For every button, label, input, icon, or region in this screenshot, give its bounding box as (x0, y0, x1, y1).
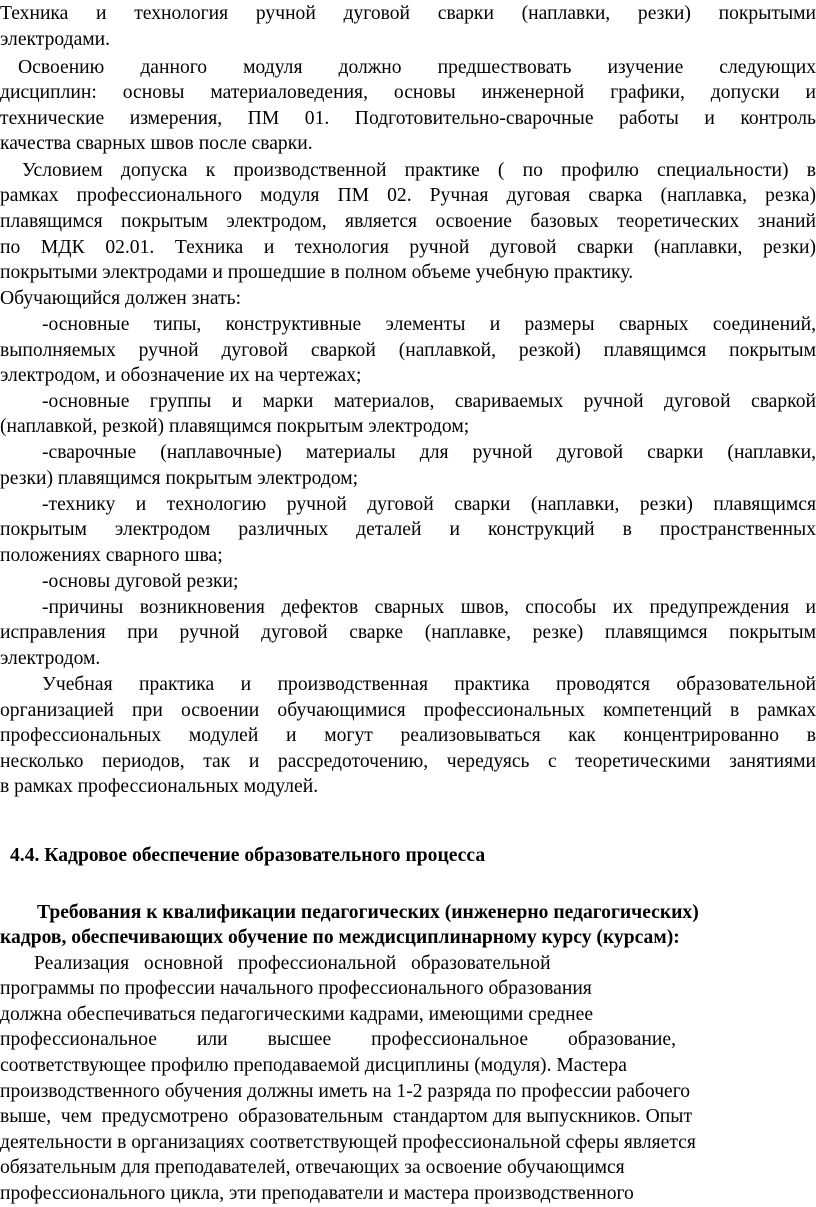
text-line: соответствующее профилю преподаваемой дисциплины (модуля). Мастера (0, 1055, 627, 1076)
text-line: выше, чем предусмотрено образовательным стандартом для выпускников. Опыт (0, 1106, 693, 1127)
text-line: Реализация основной профессиональной образовательной (34, 953, 551, 974)
text-line: плавящимся покрытым электродом, является освоение базовых теоретических знаний (0, 211, 816, 232)
text-line: электродом. (0, 648, 101, 669)
text-line: программы по профессии начального профессионального образования (0, 978, 592, 999)
text-line: по МДК 02.01. Техника и технология ручной дуговой сварки (наплавки, резки) (0, 237, 816, 258)
text-line: профессионального цикла, эти преподаватели и мастера производственного (0, 1183, 634, 1204)
text-line: организацией при освоении обучающимися профессиональных компетенций в рамках (0, 700, 816, 721)
text-line: дисциплин: основы материаловедения, основы инженерной графики, допуски и (0, 82, 816, 103)
text-line: положениях сварного шва; (0, 545, 223, 566)
list-item: -причины возникновения дефектов сварных швов, способы их предупреждения и (42, 597, 816, 618)
list-item: -сварочные (наплавочные) материалы для ручной дуговой сварки (наплавки, (42, 442, 816, 463)
text-line: деятельности в организациях соответствующей профессиональной сферы является (0, 1132, 696, 1153)
text-line: (наплавкой, резкой) плавящимся покрытым электродом; (0, 416, 470, 437)
text-line: производственного обучения должны иметь на 1-2 разряда по профессии рабочего (0, 1081, 691, 1102)
subsection-heading: Требования к квалификации педагогических (инженерно педагогических) (37, 902, 699, 923)
text-line: должна обеспечиваться педагогическими кадрами, имеющими среднее (0, 1004, 594, 1025)
text-line: электродом, и обозначение их на чертежах; (0, 365, 362, 386)
list-item: -основные группы и марки материалов, свариваемых ручной дуговой сваркой (42, 391, 816, 412)
text-line: несколько периодов, так и рассредоточению, чередуясь с теоретическими занятиями (0, 751, 816, 772)
text-line: выполняемых ручной дуговой сваркой (наплавкой, резкой) плавящимся покрытым (0, 340, 816, 361)
list-item: -основные типы, конструктивные элементы и размеры сварных соединений, (42, 314, 816, 335)
text-line: Условием допуска к производственной практике ( по профилю специальности) в (22, 160, 816, 181)
text-line: обязательным для преподавателей, отвечающих за освоение обучающимся (0, 1157, 625, 1178)
text-line: профессиональное или высшее профессиональное образование, (0, 1029, 676, 1050)
text-line: качества сварных швов после сварки. (0, 133, 313, 154)
text-line: технические измерения, ПМ 01. Подготовительно-сварочные работы и контроль (0, 108, 816, 129)
list-item: -технику и технологию ручной дуговой сварки (наплавки, резки) плавящимся (42, 494, 816, 515)
text-line: покрытым электродом различных деталей и конструкций в пространственных (0, 519, 816, 540)
text-line: покрытыми электродами и прошедшие в полном объеме учебную практику. (0, 262, 634, 283)
text-line: резки) плавящимся покрытым электродом; (0, 468, 359, 489)
list-item: -основы дуговой резки; (42, 571, 239, 592)
text-line: профессиональных модулей и могут реализовываться как концентрированно в (0, 725, 816, 746)
text-line: Освоению данного модуля должно предшествовать изучение следующих (18, 57, 816, 78)
text-line: в рамках профессиональных модулей. (0, 776, 319, 797)
text-line: Обучающийся должен знать: (0, 288, 242, 309)
text-line: Учебная практика и производственная практика проводятся образовательной (42, 674, 816, 695)
subsection-heading: кадров, обеспечивающих обучение по междисциплинарному курсу (курсам): (0, 927, 680, 948)
text-line: рамках профессионального модуля ПМ 02. Ручная дуговая сварка (наплавка, резка) (0, 185, 816, 206)
section-heading: 4.4. Кадровое обеспечение образовательного процесса (10, 845, 486, 866)
text-line: электродами. (0, 29, 111, 50)
text-line: исправления при ручной дуговой сварке (наплавке, резке) плавящимся покрытым (0, 622, 816, 643)
text-line: Техника и технология ручной дуговой сварки (наплавки, резки) покрытыми (0, 3, 816, 24)
